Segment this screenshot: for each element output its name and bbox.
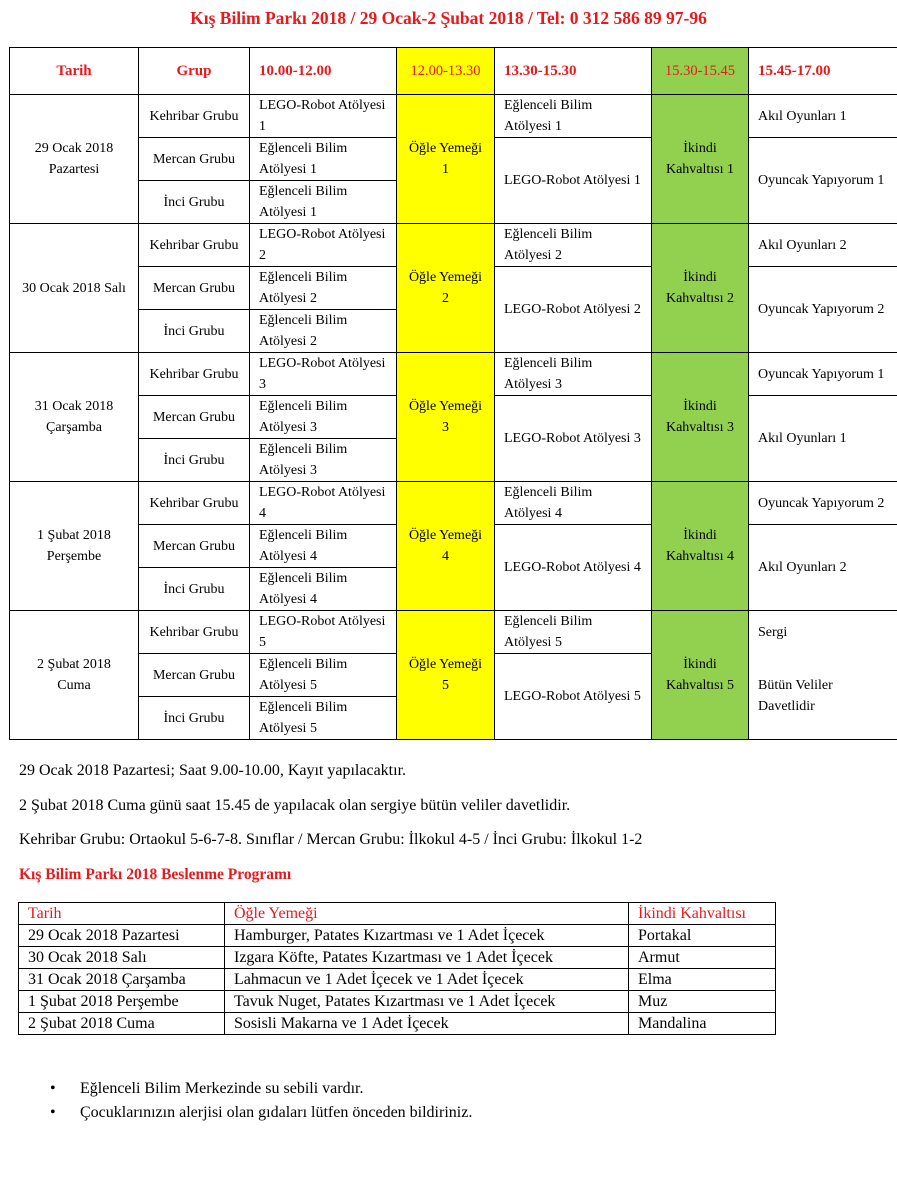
- morning-activity: Eğlenceli Bilim Atölyesi 2: [250, 267, 397, 310]
- group-name: İnci Grubu: [139, 181, 250, 224]
- list-item: • Çocuklarınızın alerjisi olan gıdaları lütfen önceden bildiriniz.: [50, 1101, 472, 1125]
- nutrition-header-date: Tarih: [19, 903, 225, 925]
- group-name: Kehribar Grubu: [139, 95, 250, 138]
- day-date: 30 Ocak 2018 Salı: [10, 224, 139, 353]
- snack-cell: İkindi Kahvaltısı 4: [652, 482, 749, 611]
- list-item: • Eğlenceli Bilim Merkezinde su sebili vardır.: [50, 1077, 472, 1101]
- table-row: [10, 224, 897, 267]
- morning-activity: Eğlenceli Bilim Atölyesi 1: [250, 138, 397, 181]
- group-name: Kehribar Grubu: [139, 224, 250, 267]
- schedule-table: [9, 47, 897, 740]
- header-slot-4: 15.30-15.45: [652, 48, 749, 95]
- group-name: Kehribar Grubu: [139, 482, 250, 525]
- late-activity: Sergi: [749, 611, 897, 654]
- schedule-header-row: [10, 48, 897, 95]
- late-activity: Akıl Oyunları 2: [749, 224, 897, 267]
- late-activity: Oyuncak Yapıyorum 1: [749, 138, 897, 224]
- nutrition-snack: Elma: [629, 969, 776, 991]
- afternoon-activity: LEGO-Robot Atölyesi 2: [495, 267, 652, 353]
- table-row: [19, 1013, 776, 1035]
- nutrition-date: 29 Ocak 2018 Pazartesi: [19, 925, 225, 947]
- day-date: 31 Ocak 2018 Çarşamba: [10, 353, 139, 482]
- group-name: İnci Grubu: [139, 568, 250, 611]
- nutrition-date: 31 Ocak 2018 Çarşamba: [19, 969, 225, 991]
- header-date: Tarih: [10, 48, 139, 95]
- table-row: [10, 95, 897, 138]
- late-activity: Oyuncak Yapıyorum 2: [749, 267, 897, 353]
- lunch-cell: Öğle Yemeği 2: [397, 224, 495, 353]
- lunch-cell: Öğle Yemeği 3: [397, 353, 495, 482]
- nutrition-header-lunch: Öğle Yemeği: [225, 903, 629, 925]
- nutrition-lunch: Lahmacun ve 1 Adet İçecek ve 1 Adet İçecek: [225, 969, 629, 991]
- nutrition-date: 1 Şubat 2018 Perşembe: [19, 991, 225, 1013]
- note-groups: Kehribar Grubu: Ortaokul 5-6-7-8. Sınıflar / Mercan Grubu: İlkokul 4-5 / İnci Grubu: İlkokul 1-2: [19, 831, 643, 848]
- late-activity: Oyuncak Yapıyorum 1: [749, 353, 897, 396]
- day-date: 29 Ocak 2018 Pazartesi: [10, 95, 139, 224]
- late-activity: Akıl Oyunları 2: [749, 525, 897, 611]
- group-name: Mercan Grubu: [139, 396, 250, 439]
- nutrition-lunch: Tavuk Nuget, Patates Kızartması ve 1 Adet İçecek: [225, 991, 629, 1013]
- morning-activity: Eğlenceli Bilim Atölyesi 5: [250, 654, 397, 697]
- note-exhibition: 2 Şubat 2018 Cuma günü saat 15.45 de yapılacak olan sergiye bütün veliler davetlidir.: [19, 797, 571, 814]
- snack-cell: İkindi Kahvaltısı 2: [652, 224, 749, 353]
- table-row: [19, 969, 776, 991]
- morning-activity: LEGO-Robot Atölyesi 3: [250, 353, 397, 396]
- document-title: Kış Bilim Parkı 2018 / 29 Ocak-2 Şubat 2018 / Tel: 0 312 586 89 97-96: [190, 8, 707, 28]
- header-slot-1: 10.00-12.00: [250, 48, 397, 95]
- header-group: Grup: [139, 48, 250, 95]
- lunch-cell: Öğle Yemeği 5: [397, 611, 495, 740]
- morning-activity: LEGO-Robot Atölyesi 2: [250, 224, 397, 267]
- late-activity: Oyuncak Yapıyorum 2: [749, 482, 897, 525]
- lunch-cell: Öğle Yemeği 1: [397, 95, 495, 224]
- nutrition-header-snack: İkindi Kahvaltısı: [629, 903, 776, 925]
- table-row: [19, 925, 776, 947]
- morning-activity: Eğlenceli Bilim Atölyesi 3: [250, 439, 397, 482]
- note-registration: 29 Ocak 2018 Pazartesi; Saat 9.00-10.00, Kayıt yapılacaktır.: [19, 762, 407, 779]
- morning-activity: Eğlenceli Bilim Atölyesi 5: [250, 697, 397, 740]
- group-name: Mercan Grubu: [139, 267, 250, 310]
- header-slot-2: 12.00-13.30: [397, 48, 495, 95]
- afternoon-activity: LEGO-Robot Atölyesi 4: [495, 525, 652, 611]
- morning-activity: Eğlenceli Bilim Atölyesi 2: [250, 310, 397, 353]
- group-name: İnci Grubu: [139, 310, 250, 353]
- morning-activity: Eğlenceli Bilim Atölyesi 3: [250, 396, 397, 439]
- nutrition-header-row: [19, 903, 776, 925]
- afternoon-activity: Eğlenceli Bilim Atölyesi 3: [495, 353, 652, 396]
- table-row: [10, 482, 897, 525]
- day-date: 1 Şubat 2018 Perşembe: [10, 482, 139, 611]
- snack-cell: İkindi Kahvaltısı 5: [652, 611, 749, 740]
- table-row: [19, 947, 776, 969]
- late-activity: Bütün Veliler Davetlidir: [749, 654, 897, 740]
- snack-cell: İkindi Kahvaltısı 3: [652, 353, 749, 482]
- afternoon-activity: Eğlenceli Bilim Atölyesi 2: [495, 224, 652, 267]
- nutrition-snack: Portakal: [629, 925, 776, 947]
- nutrition-date: 30 Ocak 2018 Salı: [19, 947, 225, 969]
- morning-activity: LEGO-Robot Atölyesi 1: [250, 95, 397, 138]
- nutrition-date: 2 Şubat 2018 Cuma: [19, 1013, 225, 1035]
- afternoon-activity: LEGO-Robot Atölyesi 3: [495, 396, 652, 482]
- group-name: Mercan Grubu: [139, 654, 250, 697]
- nutrition-lunch: Hamburger, Patates Kızartması ve 1 Adet İçecek: [225, 925, 629, 947]
- group-name: İnci Grubu: [139, 439, 250, 482]
- afternoon-activity: Eğlenceli Bilim Atölyesi 4: [495, 482, 652, 525]
- group-name: Mercan Grubu: [139, 525, 250, 568]
- header-slot-3: 13.30-15.30: [495, 48, 652, 95]
- nutrition-title: Kış Bilim Parkı 2018 Beslenme Programı: [19, 866, 292, 883]
- late-activity: Akıl Oyunları 1: [749, 95, 897, 138]
- afternoon-activity: Eğlenceli Bilim Atölyesi 5: [495, 611, 652, 654]
- nutrition-snack: Armut: [629, 947, 776, 969]
- day-date: 2 Şubat 2018 Cuma: [10, 611, 139, 740]
- afternoon-activity: LEGO-Robot Atölyesi 5: [495, 654, 652, 740]
- group-name: İnci Grubu: [139, 697, 250, 740]
- table-row: [10, 353, 897, 396]
- morning-activity: Eğlenceli Bilim Atölyesi 1: [250, 181, 397, 224]
- nutrition-lunch: Izgara Köfte, Patates Kızartması ve 1 Adet İçecek: [225, 947, 629, 969]
- afternoon-activity: LEGO-Robot Atölyesi 1: [495, 138, 652, 224]
- lunch-cell: Öğle Yemeği 4: [397, 482, 495, 611]
- group-name: Mercan Grubu: [139, 138, 250, 181]
- nutrition-table: [18, 902, 776, 1035]
- nutrition-snack: Mandalina: [629, 1013, 776, 1035]
- header-slot-5: 15.45-17.00: [749, 48, 897, 95]
- table-row: [19, 991, 776, 1013]
- morning-activity: LEGO-Robot Atölyesi 5: [250, 611, 397, 654]
- late-activity: Akıl Oyunları 1: [749, 396, 897, 482]
- group-name: Kehribar Grubu: [139, 611, 250, 654]
- snack-cell: İkindi Kahvaltısı 1: [652, 95, 749, 224]
- nutrition-lunch: Sosisli Makarna ve 1 Adet İçecek: [225, 1013, 629, 1035]
- info-bullet-list: [50, 1077, 472, 1125]
- group-name: Kehribar Grubu: [139, 353, 250, 396]
- morning-activity: LEGO-Robot Atölyesi 4: [250, 482, 397, 525]
- afternoon-activity: Eğlenceli Bilim Atölyesi 1: [495, 95, 652, 138]
- table-row: [10, 611, 897, 654]
- nutrition-snack: Muz: [629, 991, 776, 1013]
- morning-activity: Eğlenceli Bilim Atölyesi 4: [250, 525, 397, 568]
- morning-activity: Eğlenceli Bilim Atölyesi 4: [250, 568, 397, 611]
